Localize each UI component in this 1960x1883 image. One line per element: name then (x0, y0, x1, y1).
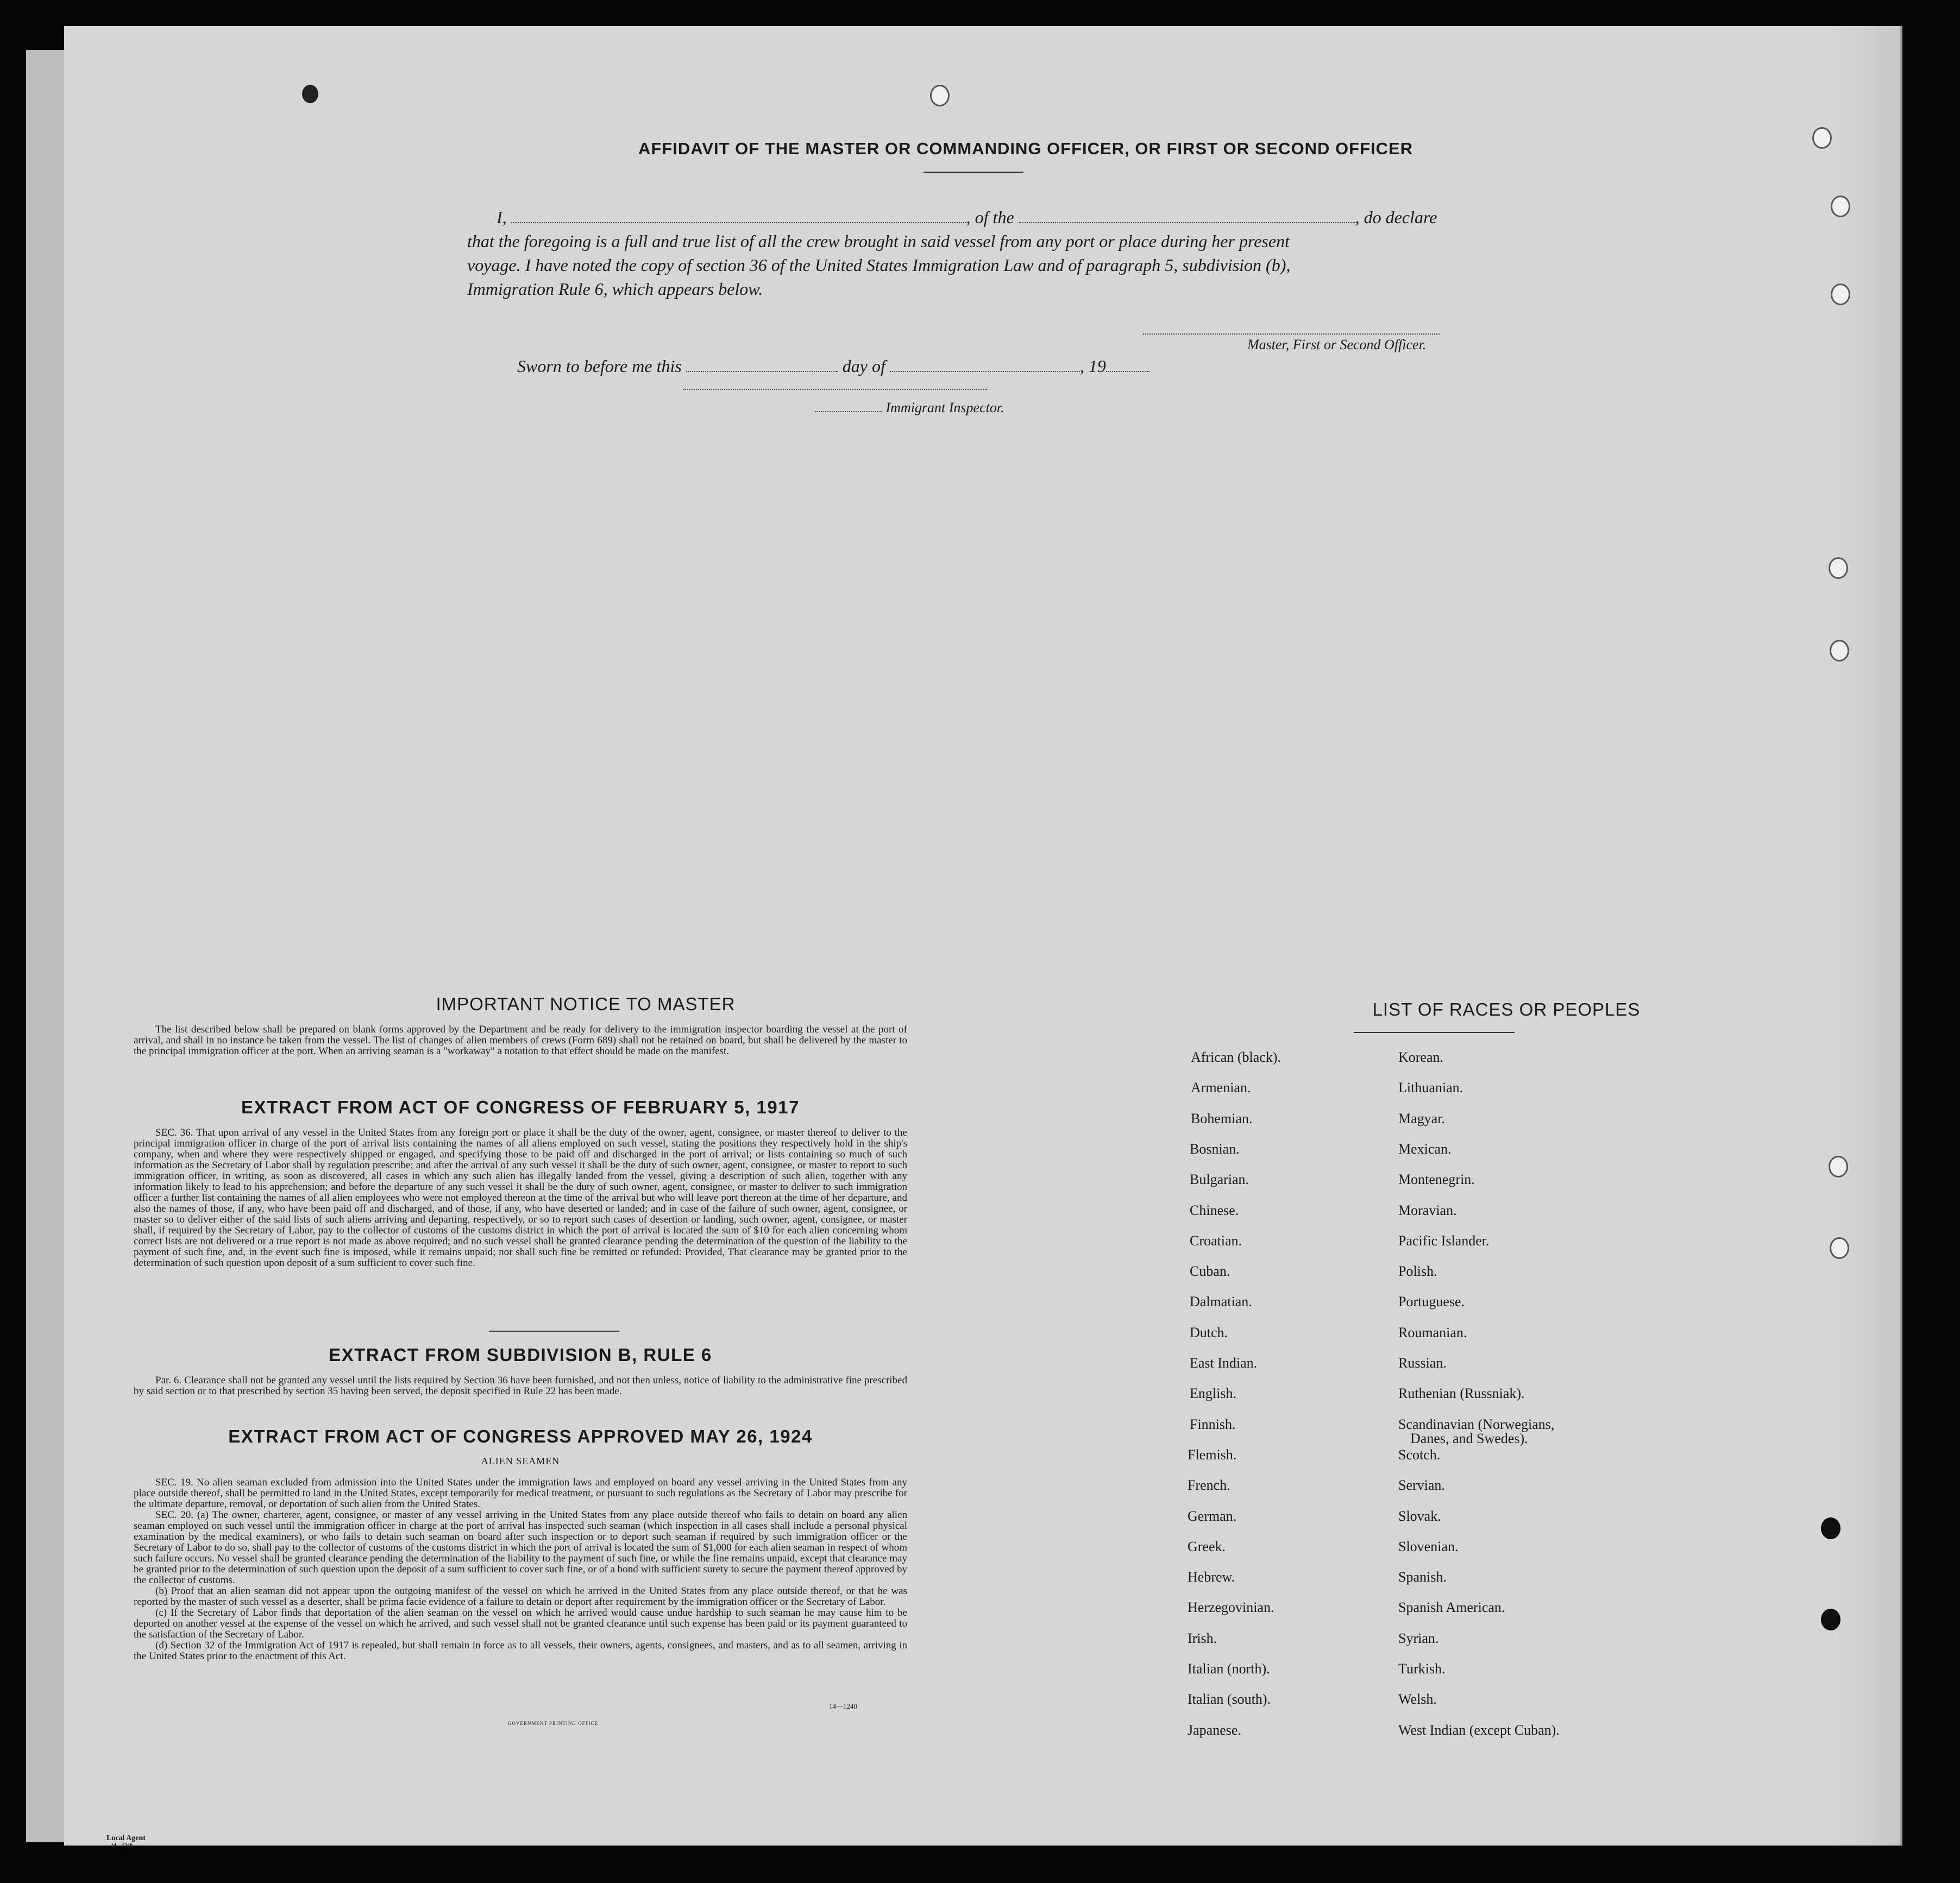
binder-hole (1831, 284, 1850, 305)
race-item: French. (1188, 1477, 1230, 1493)
race-item: Danes, and Swedes). (1410, 1431, 1528, 1446)
form-number: 14—1240 (829, 1702, 857, 1710)
race-item: Scotch. (1398, 1447, 1441, 1463)
race-item: West Indian (except Cuban). (1398, 1722, 1560, 1738)
race-item: Chinese. (1190, 1202, 1239, 1218)
race-item: Spanish. (1398, 1569, 1447, 1585)
affidavit-body-3: Immigration Rule 6, which appears below. (467, 279, 763, 299)
document-page (64, 26, 1902, 1849)
sec-19-text: SEC. 19. No alien seaman excluded from admission into the United States under the immigration laws and employed on board any vessel arriving in the United States from any place outside thereof, shall be permitted to land in the United States, except temporarily for medical treatment, or pursuant to such regulations as the Secretary of Labor may prescribe for the ultimate departure, removal, or deportation of such alien from the United States. (134, 1477, 907, 1510)
bottom-stamp (106, 1835, 146, 1850)
race-item: Bulgarian. (1190, 1172, 1249, 1187)
sworn-month-blank[interactable] (890, 357, 1080, 372)
binder-hole (1829, 1156, 1848, 1177)
race-item: Lithuanian. (1398, 1080, 1463, 1095)
affidavit-body-2: voyage. I have noted the copy of section 36 of the United States Immigration Law and of paragraph 5, subdivision (b), (467, 255, 1291, 275)
inspector-blank[interactable] (815, 401, 882, 412)
race-item: Welsh. (1398, 1691, 1437, 1707)
sec-20a-text: SEC. 20. (a) The owner, charterer, agent, consignee, or master of any vessel arriving in the United States from any place outside thereof who fails to detain on board any alien seaman employed on such vessel until the immigration officer in charge at the port of arrival has inspected such seaman (which inspection in all cases shall include a personal physical examination by the medical examiners), or who fails to detain such seaman on board after such inspection or to deport such seaman if required by such immigration officer or the Secretary of Labor to do so, shall pay to the collector of customs of the customs district in which the port of arrival is located the sum of $1,000 for each alien seaman in respect of whom such failure occurs. No vessel shall be granted clearance pending the determination of the liability to the payment of such fine, or while the fine remains unpaid, except that clearance may be granted prior to the determination of such question upon the deposit of a sum sufficient to cover such fine, or of a bond with sufficient surety to secure the payment thereof approved by the collector of customs. (134, 1509, 907, 1586)
vessel-name-blank[interactable] (1019, 208, 1355, 223)
affidavit-title: AFFIDAVIT OF THE MASTER OR COMMANDING OFFICER, OR FIRST OR SECOND OFFICER (638, 139, 1414, 158)
affidavit-body-1: that the foregoing is a full and true list of all the crew brought in said vessel from any port or place during her present (467, 231, 1290, 251)
master-name-blank[interactable] (511, 208, 966, 223)
inspector-signature-line[interactable] (683, 389, 988, 390)
bottom-stamp-line-1: Local Agent (106, 1834, 146, 1842)
race-item: Italian (south). (1188, 1691, 1271, 1707)
race-item: English. (1190, 1386, 1236, 1401)
notice-title: IMPORTANT NOTICE TO MASTER (436, 994, 736, 1014)
sworn-day-blank[interactable] (686, 357, 838, 372)
race-item: Bohemian. (1191, 1111, 1253, 1126)
extract-1924-title: EXTRACT FROM ACT OF CONGRESS APPROVED MAY 26, 1924 (228, 1426, 813, 1446)
binder-hole (1831, 196, 1850, 217)
binder-hole (1829, 557, 1848, 579)
sworn-prefix: Sworn to before me this (517, 356, 682, 376)
race-item: Mexican. (1398, 1141, 1452, 1157)
race-item: German. (1188, 1508, 1237, 1524)
binder-hole (1821, 1609, 1840, 1630)
alien-seamen-subtitle: ALIEN SEAMEN (481, 1456, 560, 1466)
extract-1924-body (134, 1477, 907, 1662)
affidavit-do-declare: , do declare (1355, 207, 1437, 227)
races-right-column (1398, 1049, 1670, 1755)
race-item: Scandinavian (Norwegians, (1398, 1416, 1555, 1432)
punch-hole (930, 85, 950, 106)
binder-hole (1830, 1237, 1849, 1259)
race-item: African (black). (1191, 1049, 1281, 1065)
race-item: Syrian. (1398, 1630, 1439, 1646)
race-item: Croatian. (1190, 1233, 1242, 1249)
race-item: Moravian. (1398, 1202, 1457, 1218)
extract-1917-title: EXTRACT FROM ACT OF CONGRESS OF FEBRUARY 5, 1917 (241, 1097, 800, 1117)
sworn-year-blank[interactable] (1106, 357, 1149, 372)
master-signature-line[interactable] (1143, 333, 1440, 335)
race-item: Armenian. (1191, 1080, 1251, 1095)
race-item: Greek. (1188, 1539, 1226, 1554)
race-item: Italian (north). (1188, 1661, 1270, 1677)
race-item: Dutch. (1190, 1325, 1228, 1340)
race-item: Hebrew. (1188, 1569, 1235, 1585)
sec-20b-text: (b) Proof that an alien seaman did not appear upon the outgoing manifest of the vessel on which he arrived in the United States from any place outside thereof, or that he was reported by the master of such vessel as a deserter, shall be prima facie evidence of a failure to detain or deport after requirement by the immigration officer or the Secretary of Labor. (134, 1585, 907, 1608)
sec-20c-text: (c) If the Secretary of Labor finds that deportation of the alien seaman on the vessel on which he arrived would cause undue hardship to such seaman he may cause him to be deported on another vessel at the expense of the vessel on which he arrived, and such vessel shall not be granted clearance until such expense has been paid or its payment guaranteed to the satisfaction of the Secretary of Labor. (134, 1607, 907, 1640)
affidavit-of-the: , of the (966, 207, 1014, 227)
race-item: Turkish. (1398, 1661, 1446, 1677)
sec-20d-text: (d) Section 32 of the Immigration Act of 1917 is repealed, but shall remain in force as to all vessels, their owners, agents, consignees, and masters, and as to all seamen, arriving in the United States prior to the enactment of this Act. (134, 1640, 907, 1662)
extract-1917-text: SEC. 36. That upon arrival of any vessel in the United States from any foreign port or place it shall be the duty of the owner, agent, consignee, or master thereof to deliver to the principal immigration officer in charge of the port of arrival lists containing the names of all aliens employed on such vessel, stating the positions they respectively hold in the ship's company, when and where they were respectively shipped or engaged, and specifying those to be paid off and discharged in the port of arrival; or lists containing so much of such information as the Secretary of Labor shall by regulation prescribe; and after the arrival of any such vessel it shall be the duty of such owner, agent, consignee, or master to report to such immigration officer, in writing, as soon as discovered, all cases in which any such alien has illegally landed from the vessel, giving a description of such alien, together with any information likely to lead to his apprehension; and before the departure of any such vessel it shall be the duty of such owner, agent, consignee, or master to deliver to such immigration officer a further list containing the names of all alien employees who were not employed thereon at the time of the arrival but who will leave port thereon at the time of her departure, and also the names of those, if any, who have been paid off and discharged, and of those, if any, who have deserted or landed; and in case of the failure of such owner, agent, consignee, or master so to deliver either of the said lists of such aliens arriving and departing, respectively, or so to report such cases of desertion or landing, such owner, agent, consignee, or master shall, if required by the Secretary of Labor, pay to the collector of customs of the customs district in which the port of arrival is located the sum of $10 for each alien concerning whom correct lists are not delivered or a true report is not made as above required; and no such vessel shall be granted clearance pending the determination of the question of the liability to the payment of such fine, and, in the event such fine is imposed, while it remains unpaid; nor shall such fine be remitted or refunded: Provided, That clearance may be granted prior to the determination of such question upon deposit of a sum sufficient to cover such fine. (134, 1127, 907, 1269)
races-title: LIST OF RACES OR PEOPLES (1372, 999, 1641, 1019)
race-item: Roumanian. (1398, 1325, 1467, 1340)
race-item: Servian. (1398, 1477, 1445, 1493)
rule6-title: EXTRACT FROM SUBDIVISION B, RULE 6 (329, 1345, 712, 1365)
notice-text: The list described below shall be prepared on blank forms approved by the Department and be ready for delivery to the immigration inspector boarding the vessel at the port of arrival, and shall in no instance be taken from the vessel. The list of changes of alien members of crews (Form 689) shall not be retained on board, but shall be delivered by the master to the principal immigration officer at the port. When an arriving seaman is a "workaway" a notation to that effect should be made on the manifest. (134, 1024, 907, 1057)
races-title-rule (1354, 1032, 1515, 1033)
race-item: Dalmatian. (1190, 1294, 1252, 1309)
section-rule (489, 1331, 619, 1332)
race-item: Slovak. (1398, 1508, 1441, 1524)
binder-hole (1830, 640, 1849, 662)
race-item: Pacific Islander. (1398, 1233, 1490, 1249)
binder-hole (1812, 127, 1832, 149)
sworn-day-of: day of (842, 356, 885, 376)
inspector-label-row (815, 400, 1004, 416)
binder-hole (1821, 1517, 1840, 1539)
punch-mark-dot (302, 85, 318, 103)
race-item: Ruthenian (Russniak). (1398, 1386, 1525, 1401)
race-item: Magyar. (1398, 1111, 1445, 1126)
master-signature-label: Master, First or Second Officer. (1247, 337, 1427, 352)
race-item: Cuban. (1190, 1263, 1230, 1279)
race-item: Herzegovinian. (1188, 1599, 1274, 1615)
race-item: Japanese. (1188, 1722, 1241, 1738)
inspector-label: Immigrant Inspector. (885, 400, 1004, 415)
affidavit-i-label: I, (497, 207, 507, 227)
sworn-line (517, 354, 1278, 378)
race-item: Slovenian. (1398, 1539, 1459, 1554)
printing-office-imprint: GOVERNMENT PRINTING OFFICE (507, 1721, 599, 1726)
race-item: Irish. (1188, 1630, 1217, 1646)
race-item: Russian. (1398, 1355, 1447, 1371)
race-item: Portuguese. (1398, 1294, 1465, 1309)
race-item: Montenegrin. (1398, 1172, 1475, 1187)
race-item: Flemish. (1188, 1447, 1237, 1463)
title-rule (924, 172, 1023, 173)
race-item: Polish. (1398, 1263, 1437, 1279)
race-item: Bosnian. (1190, 1141, 1240, 1157)
bottom-stamp-line-2: 14—1240 (111, 1843, 133, 1849)
races-left-column (1188, 1049, 1408, 1755)
race-item: East Indian. (1190, 1355, 1258, 1371)
affidavit-declaration-line (467, 205, 1565, 229)
race-item: Korean. (1398, 1049, 1444, 1065)
sworn-year-prefix: , 19 (1079, 356, 1106, 376)
rule6-text: Par. 6. Clearance shall not be granted any vessel until the lists required by Section 36 have been furnished, and not then unless, notice of liability to the administrative fine prescribed by said section or to that prescribed by section 35 having been served, the deposit specified in Rule 22 has been made. (134, 1375, 907, 1397)
race-item: Finnish. (1190, 1416, 1236, 1432)
race-item: Spanish American. (1398, 1599, 1505, 1615)
